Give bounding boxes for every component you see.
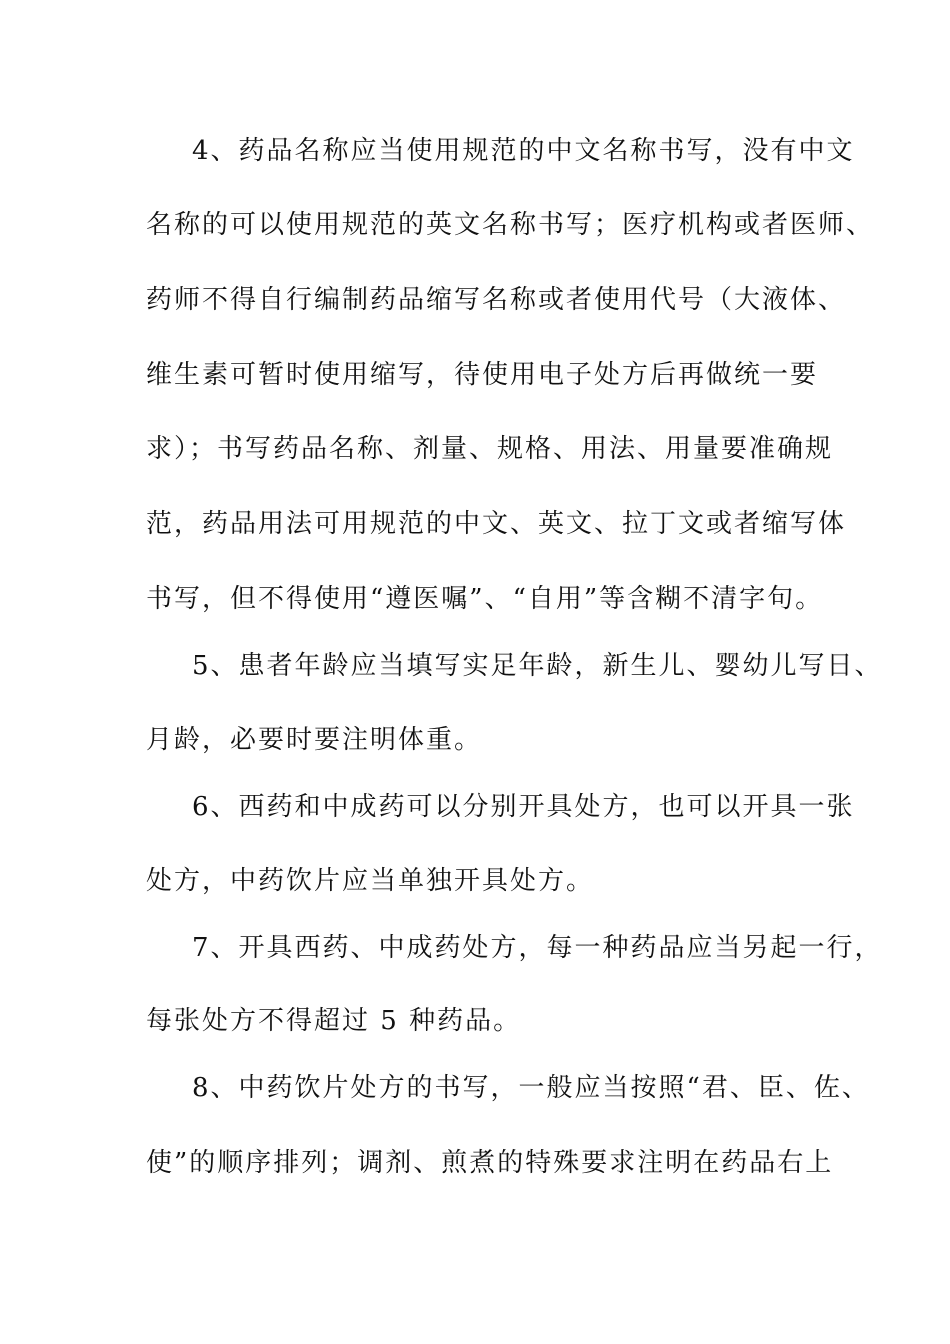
paragraph-5-line-2: 月龄，必要时要注明体重。 bbox=[146, 725, 483, 755]
paragraph-6-line-1: 6、西药和中成药可以分别开具处方，也可以开具一张 bbox=[192, 792, 855, 822]
paragraph-4-line-6: 范，药品用法可用规范的中文、英文、拉丁文或者缩写体 bbox=[146, 509, 847, 539]
paragraph-4-line-7: 书写，但不得使用“遵医嘱”、“自用”等含糊不清字句。 bbox=[146, 584, 824, 614]
paragraph-4-line-5: 求）；书写药品名称、剂量、规格、用法、用量要准确规 bbox=[146, 434, 834, 464]
paragraph-5-line-1: 5、患者年龄应当填写实足年龄，新生儿、婴幼儿写日、 bbox=[192, 651, 883, 681]
paragraph-6-line-2: 处方，中药饮片应当单独开具处方。 bbox=[146, 866, 595, 896]
paragraph-4-line-2: 名称的可以使用规范的英文名称书写；医疗机构或者医师、 bbox=[146, 210, 875, 240]
paragraph-8-line-1: 8、中药饮片处方的书写，一般应当按照“君、臣、佐、 bbox=[192, 1073, 870, 1103]
paragraph-4-line-4: 维生素可暂时使用缩写，待使用电子处方后再做统一要 bbox=[146, 360, 819, 390]
paragraph-7-line-1: 7、开具西药、中成药处方，每一种药品应当另起一行， bbox=[192, 933, 883, 963]
paragraph-4-line-3: 药师不得自行编制药品缩写名称或者使用代号（大液体、 bbox=[146, 285, 847, 315]
paragraph-8-line-2: 使”的顺序排列；调剂、煎煮的特殊要求注明在药品右上 bbox=[146, 1148, 834, 1178]
paragraph-4-line-1: 4、药品名称应当使用规范的中文名称书写，没有中文 bbox=[192, 136, 855, 166]
paragraph-7-line-2: 每张处方不得超过 5 种药品。 bbox=[146, 1006, 522, 1036]
